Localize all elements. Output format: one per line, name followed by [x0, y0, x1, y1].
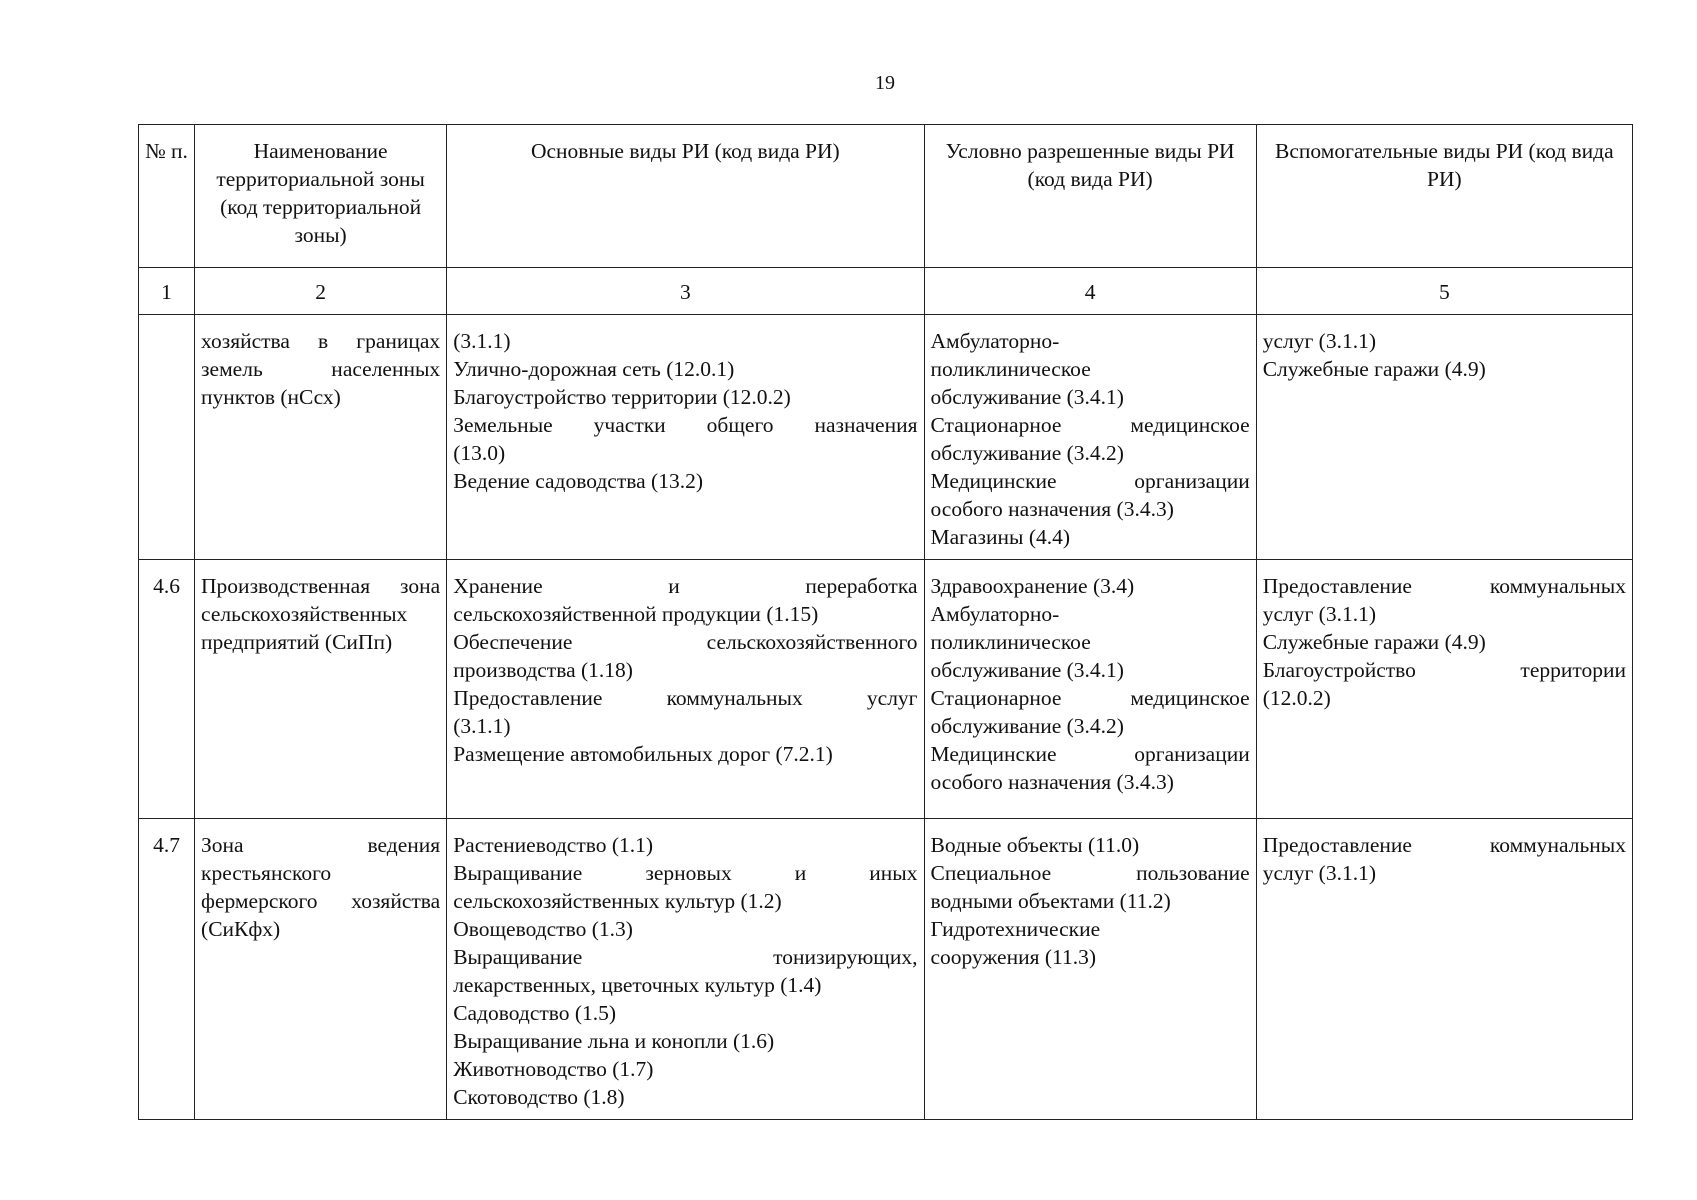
column-index: 3	[447, 268, 924, 315]
list-item: Обеспечение сельскохозяйственного	[453, 630, 918, 654]
list-item: водными объектами (11.2)	[930, 889, 1171, 913]
list-item: Выращивание льна и конопли (1.6)	[453, 1029, 775, 1053]
header-conditional-uses: Условно разрешенные виды РИ (код вида РИ)	[924, 125, 1256, 268]
auxiliary-uses-cell	[1256, 315, 1632, 560]
list-item: обслуживание (3.4.1)	[930, 658, 1124, 682]
list-item: Улично-дорожная сеть (12.0.1)	[453, 357, 735, 381]
list-item: Хранение и переработка	[453, 574, 918, 598]
list-item: Гидротехнические	[930, 917, 1101, 941]
column-index: 4	[924, 268, 1256, 315]
row-number: 4.7	[139, 819, 195, 1120]
page-number: 19	[875, 72, 895, 94]
list-item: Растениеводство (1.1)	[453, 833, 654, 857]
zone-name: Производственная зона сельскохозяйственных предприятий (СиПп)	[195, 560, 447, 819]
list-item: Размещение автомобильных дорог (7.2.1)	[453, 742, 833, 766]
auxiliary-uses-cell	[1256, 819, 1632, 1120]
list-item: сельскохозяйственных культур (1.2)	[453, 889, 782, 913]
list-item: Медицинские организации	[930, 742, 1250, 766]
list-item: услуг (3.1.1)	[1262, 329, 1377, 353]
list-item: Специальное пользование	[930, 861, 1250, 885]
list-item: Земельные участки общего назначения	[453, 413, 918, 437]
main-uses-cell	[447, 315, 924, 560]
conditional-uses-cell	[924, 819, 1256, 1120]
list-item: Благоустройство территории (12.0.2)	[453, 385, 791, 409]
table-row	[139, 819, 1633, 1120]
list-item: Предоставление коммунальных услуг	[453, 686, 918, 710]
list-item: особого назначения (3.4.3)	[930, 497, 1174, 521]
header-zone-name: Наименование территориальной зоны (код территориальной зоны)	[195, 125, 447, 268]
auxiliary-uses-cell	[1256, 560, 1632, 819]
list-item: Стационарное медицинское	[930, 413, 1250, 437]
list-item: Животноводство (1.7)	[453, 1057, 654, 1081]
list-item: сельскохозяйственной продукции (1.15)	[453, 602, 819, 626]
list-item: (3.1.1)	[453, 329, 511, 353]
list-item: Выращивание зерновых и иных	[453, 861, 918, 885]
list-item: Садоводство (1.5)	[453, 1001, 617, 1025]
header-auxiliary-uses: Вспомогательные виды РИ (код вида РИ)	[1256, 125, 1632, 268]
header-main-uses: Основные виды РИ (код вида РИ)	[447, 125, 924, 268]
list-item: Предоставление коммунальных	[1262, 574, 1626, 598]
column-index: 5	[1256, 268, 1632, 315]
list-item: обслуживание (3.4.2)	[930, 714, 1124, 738]
main-uses-cell	[447, 819, 924, 1120]
list-item: сооружения (11.3)	[930, 945, 1097, 969]
zone-name: Зона ведения крестьянского фермерского хозяйства (СиКфх)	[195, 819, 447, 1120]
list-item: поликлиническое	[930, 630, 1091, 654]
list-item: (12.0.2)	[1262, 686, 1331, 710]
column-index: 2	[195, 268, 447, 315]
list-item: Овощеводство (1.3)	[453, 917, 633, 941]
list-item: Благоустройство территории	[1262, 658, 1626, 682]
list-item: лекарственных, цветочных культур (1.4)	[453, 973, 822, 997]
row-number: 4.6	[139, 560, 195, 819]
list-item: особого назначения (3.4.3)	[930, 770, 1174, 794]
zone-name: хозяйства в границах земель населенных пунктов (нСсх)	[195, 315, 447, 560]
list-item: Медицинские организации	[930, 469, 1250, 493]
zoning-table	[138, 124, 1633, 1120]
conditional-uses-cell	[924, 315, 1256, 560]
main-uses-cell	[447, 560, 924, 819]
list-item: обслуживание (3.4.2)	[930, 441, 1124, 465]
list-item: Служебные гаражи (4.9)	[1262, 357, 1486, 381]
list-item: (3.1.1)	[453, 714, 511, 738]
list-item: производства (1.18)	[453, 658, 633, 682]
list-item: обслуживание (3.4.1)	[930, 385, 1124, 409]
row-number	[139, 315, 195, 560]
table-header-row	[139, 125, 1633, 268]
list-item: услуг (3.1.1)	[1262, 602, 1377, 626]
conditional-uses-cell	[924, 560, 1256, 819]
list-item: Амбулаторно-	[930, 602, 1060, 626]
list-item: поликлиническое	[930, 357, 1091, 381]
table-row	[139, 315, 1633, 560]
list-item: Магазины (4.4)	[930, 525, 1071, 549]
column-index: 1	[139, 268, 195, 315]
column-index-row	[139, 268, 1633, 315]
list-item: Предоставление коммунальных	[1262, 833, 1626, 857]
list-item: Водные объекты (11.0)	[930, 833, 1140, 857]
list-item: (13.0)	[453, 441, 506, 465]
list-item: Выращивание тонизирующих,	[453, 945, 918, 969]
list-item: Скотоводство (1.8)	[453, 1085, 625, 1109]
list-item: Стационарное медицинское	[930, 686, 1250, 710]
table-row	[139, 560, 1633, 819]
list-item: Амбулаторно-	[930, 329, 1060, 353]
list-item: Служебные гаражи (4.9)	[1262, 630, 1486, 654]
list-item: услуг (3.1.1)	[1262, 861, 1377, 885]
header-number: № п.	[139, 125, 195, 268]
list-item: Ведение садоводства (13.2)	[453, 469, 703, 493]
list-item: Здравоохранение (3.4)	[930, 574, 1135, 598]
